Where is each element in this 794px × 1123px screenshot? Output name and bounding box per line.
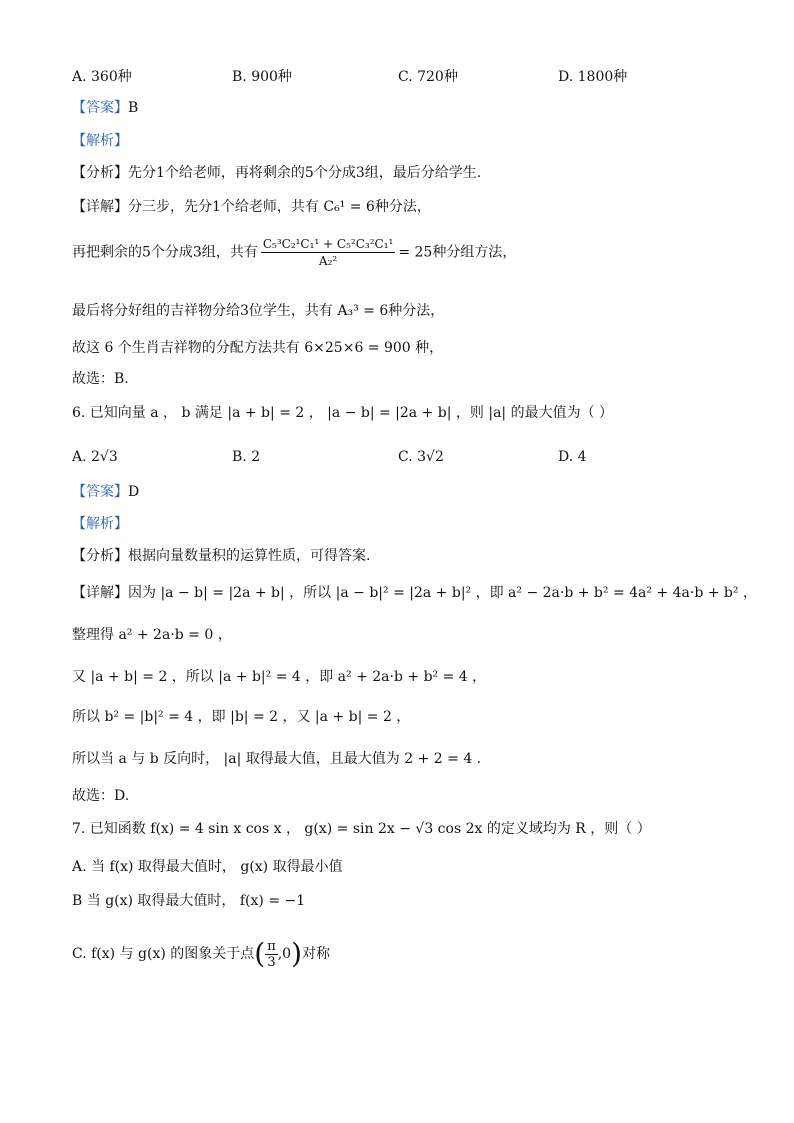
q5-answer <box>72 99 138 117</box>
q5-choose: 故选：B. <box>72 371 129 387</box>
point-y: ,0 <box>277 946 292 962</box>
answer-value: D <box>128 484 140 500</box>
grouping-fraction <box>261 236 396 269</box>
fraction-denominator: 3 <box>267 954 276 970</box>
fenxi-tag: 【分析】 <box>72 165 128 181</box>
step2-prefix: 再把剩余的5个分成3组，共有 <box>72 244 258 261</box>
q6-stem: 6. 已知向量 a ， b 满足 |a + b| = 2 ， |a − b| = |2a + b| ，则 |a| 的最大值为（ ） <box>72 405 614 421</box>
xiangjie-tag: 【详解】 <box>72 585 128 601</box>
q5-fenxi <box>72 164 481 182</box>
left-paren: ( <box>254 937 266 970</box>
xiangjie-line1: 因为 |a − b| = |2a + b| ，所以 |a − b|² = |2a + b|² ，即 a² − 2a·b + b² = 4a² + 4a·b + b² ， <box>128 585 757 601</box>
q5-step4: 故这 6 个生肖吉祥物的分配方法共有 6×25×6 = 900 种， <box>72 340 444 356</box>
q7-option-a: A. 当 f(x) 取得最大值时， g(x) 取得最小值 <box>72 859 343 875</box>
q7-stem: 7. 已知函数 f(x) = 4 sin x cos x ， g(x) = sin 2x − √3 cos 2x 的定义域均为 R ，则（ ） <box>72 821 651 837</box>
q6-line4: 所以 b² = |b|² = 4 ，即 |b| = 2 ，又 |a + b| = 2 ， <box>72 709 411 725</box>
q5-option-c: C. 720种 <box>398 69 458 85</box>
q6-line3: 又 |a + b| = 2 ，所以 |a + b|² = 4 ，即 a² + 2a·b + b² = 4 ， <box>72 669 487 685</box>
analysis-tag: 【解析】 <box>72 133 128 149</box>
fraction-numerator: C₅³C₂¹C₁¹ + C₅²C₃²C₁¹ <box>262 237 394 251</box>
fraction-numerator: π <box>267 938 276 954</box>
q6-option-d: D. 4 <box>558 449 587 465</box>
q5-step3: 最后将分好组的吉祥物分给3位学生，共有 A₃³ = 6种分法， <box>72 303 445 319</box>
answer-tag: 【答案】 <box>72 100 128 116</box>
q5-option-a: A. 360种 <box>72 69 132 85</box>
answer-tag: 【答案】 <box>72 484 128 500</box>
xiangjie-step1: 分三步，先分1个给老师，共有 C₆¹ = 6种分法， <box>128 199 431 215</box>
fraction-denominator: A₂² <box>318 254 338 268</box>
q6-option-a: A. 2√3 <box>72 449 118 465</box>
q6-choose: 故选：D. <box>72 788 130 804</box>
q6-xiangjie <box>72 584 757 602</box>
answer-value: B <box>128 100 139 116</box>
step2-suffix: = 25种分组方法， <box>398 244 517 261</box>
analysis-tag: 【解析】 <box>72 516 128 532</box>
q5-analysis-tag <box>72 132 128 150</box>
q6-option-c: C. 3√2 <box>398 449 444 465</box>
option-c-suffix: 对称 <box>302 946 331 962</box>
q6-line5: 所以当 a 与 b 反向时， |a| 取得最大值，且最大值为 2 + 2 = 4 . <box>72 751 482 767</box>
q5-option-d: D. 1800种 <box>558 69 628 85</box>
fenxi-tag: 【分析】 <box>72 548 128 564</box>
q6-fenxi <box>72 547 370 565</box>
fenxi-text: 根据向量数量积的运算性质，可得答案. <box>128 548 371 564</box>
q5-option-b: B. 900种 <box>232 69 292 85</box>
fenxi-text: 先分1个给老师，再将剩余的5个分成3组，最后分给学生. <box>128 165 482 181</box>
q5-step2 <box>72 236 516 269</box>
q5-xiangjie <box>72 198 431 216</box>
option-c-prefix: C. f(x) 与 g(x) 的图象关于点 <box>72 946 255 962</box>
pi-over-3-fraction <box>265 939 278 970</box>
q6-answer <box>72 483 139 501</box>
q6-analysis-tag <box>72 515 128 533</box>
q6-option-b: B. 2 <box>232 449 261 465</box>
right-paren: ) <box>291 937 303 970</box>
xiangjie-tag: 【详解】 <box>72 199 128 215</box>
q7-option-c <box>72 936 330 972</box>
q6-line2: 整理得 a² + 2a·b = 0 ， <box>72 627 232 643</box>
q7-option-b: B 当 g(x) 取得最大值时， f(x) = −1 <box>72 893 306 909</box>
